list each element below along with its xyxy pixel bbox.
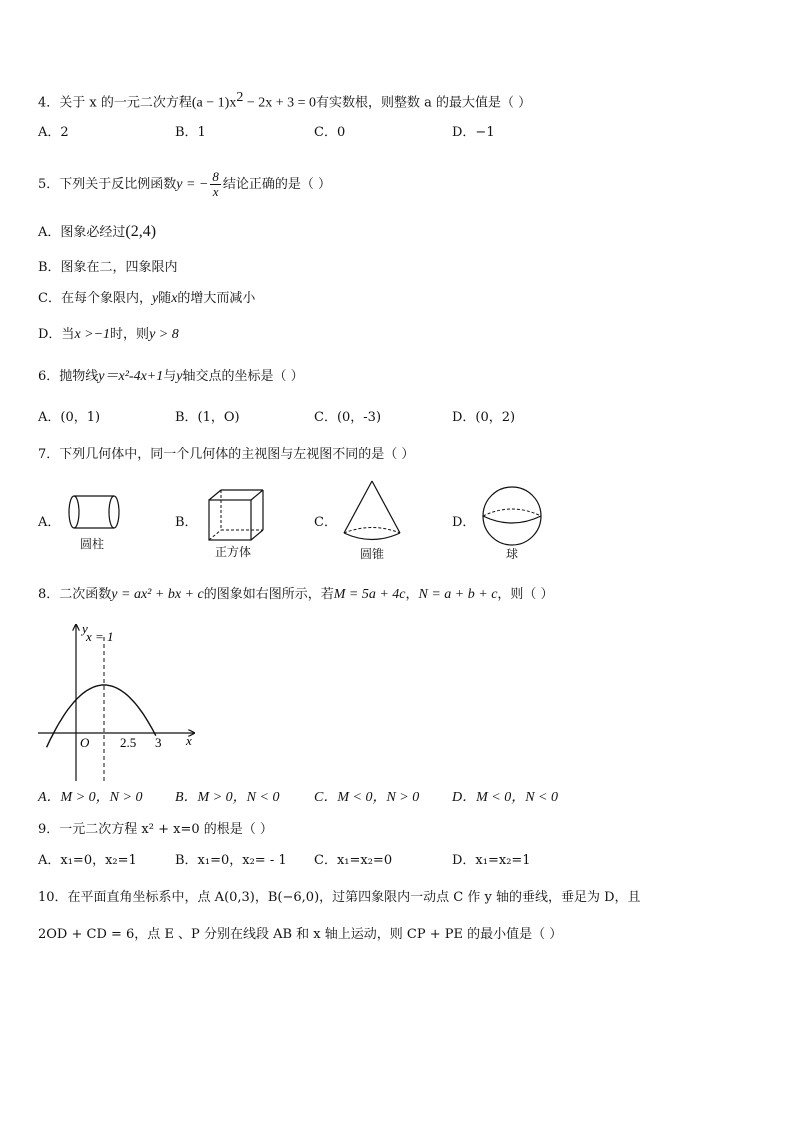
question-4 [38,88,531,113]
q4-equation-sup: 2 [236,90,244,105]
q6-option-b[interactable]: B．(1，O) [175,410,240,425]
q8-option-a[interactable]: A．M > 0，N > 0 [38,790,143,805]
q8-m-equation: M = 5a + 4c [333,587,406,602]
question-9 [38,820,273,840]
q5-fraction-denominator: x [212,184,219,199]
q5-option-c-math: y [151,291,159,306]
q5-text: 下列关于反比例函数 [59,177,177,192]
q4-text-post: 有实数根，则整数 a 的最大值是（ ） [316,95,532,111]
q8-text-mid: 的图象如右图所示，若 [203,587,334,602]
parabola-graph [30,615,210,785]
x-axis-label: x [186,733,192,748]
tick-label-2-5: 2.5 [120,735,137,750]
q7-option-a-letter[interactable]: A． [38,515,61,530]
q5-option-d[interactable] [38,325,179,345]
q9-option-b[interactable]: B．x₁=0，x₂= - 1 [175,853,287,868]
q8-option-d[interactable]: D．M < 0，N < 0 [452,790,559,805]
q6-option-d[interactable]: D．(0，2) [452,410,516,425]
q5-number: 5． [38,177,60,192]
q5-option-c-text1: 随 [158,291,172,306]
q7-option-a-name: 圆柱 [79,537,104,551]
question-6 [38,367,304,387]
q4-number: 4． [38,95,60,111]
q5-option-d-label: D．当 [38,327,75,342]
sphere-icon [480,484,544,548]
q9-option-c[interactable]: C．x₁=x₂=0 [314,853,393,868]
q4-option-d[interactable]: D．−1 [452,125,495,140]
y-axis-label: y [82,621,88,636]
cylinder-icon [66,490,122,534]
q8-n-equation: N = a + b + c [418,587,498,602]
q6-text-mid: 与 [163,369,177,384]
q8-separator: ， [405,587,419,602]
q8-text: 二次函数 [59,587,112,602]
q8-equation: y = ax² + bx + c [111,587,204,602]
q5-option-c-math2: x [171,291,178,306]
q6-option-c[interactable]: C．(0，-3) [314,410,382,425]
q5-option-d-math: x >−1 [74,327,111,342]
q7-option-b-name: 正方体 [214,545,251,559]
question-8 [38,585,554,605]
question-5 [38,170,331,199]
q5-fraction-numerator: 8 [212,169,219,184]
q4-option-c[interactable]: C．0 [314,125,346,140]
q5-option-a-math: (2,4) [125,223,157,240]
question-10-line-1: 10．在平面直角坐标系中，点 A(0,3)，B(−6,0)，过第四象限内一动点 C 作 y 轴的垂线，垂足为 D，且 [38,890,641,905]
tick-label-3: 3 [155,735,162,750]
q8-option-c[interactable]: C．M < 0，N > 0 [314,790,420,805]
q5-option-d-text1: 时，则 [110,327,150,342]
q8-option-b[interactable]: B．M > 0，N < 0 [175,790,280,805]
q6-number: 6． [38,369,60,384]
q6-equation: y＝x²-4x+1 [98,369,164,384]
q5-option-a[interactable] [38,222,156,243]
q8-number: 8． [38,587,60,602]
q5-option-a-label: A．图象必经过 [38,225,126,240]
question-10-line-2: 2OD + CD = 6，点 E 、P 分别在线段 AB 和 x 轴上运动，则 CP + PE 的最小值是（ ） [38,927,563,942]
q9-option-a[interactable]: A．x₁=0，x₂=1 [38,853,137,868]
q7-option-d-letter[interactable]: D． [452,515,476,530]
q8-text-post: ，则（ ） [497,587,554,602]
origin-label: O [80,735,90,750]
question-7 [38,445,414,465]
q5-option-c-label: C．在每个象限内， [38,291,152,306]
q6-axis: y [176,369,183,384]
q9-number: 9． [38,822,60,837]
q7-option-b-letter[interactable]: B． [175,515,198,530]
q4-option-a[interactable]: A．2 [38,125,69,140]
q4-equation-a: (a − 1)x [191,95,237,111]
q6-text-post: 轴交点的坐标是（ ） [182,369,304,384]
q6-option-a[interactable]: A．(0，1) [38,410,101,425]
q6-text: 抛物线 [59,369,99,384]
q5-option-c-text2: 的增大而减小 [177,291,256,306]
q9-text: 一元二次方程 x² + x=0 的根是（ ） [59,822,273,837]
q4-equation-rest: − 2x + 3 = 0 [243,95,317,111]
q5-option-b[interactable]: B．图象在二，四象限内 [38,260,178,275]
q7-text: 下列几何体中，同一个几何体的主视图与左视图不同的是（ ） [59,447,415,462]
cube-icon [205,488,269,544]
q7-option-c-letter[interactable]: C． [314,515,337,530]
q5-function-lhs: y = − [176,177,209,192]
q7-option-c-name: 圆锥 [359,547,384,561]
cone-icon [340,478,404,548]
q7-number: 7． [38,447,60,462]
q5-option-c[interactable] [38,289,255,309]
q7-option-d-name: 球 [505,547,518,561]
q5-option-d-math2: y > 8 [149,327,179,342]
q5-text-post: 结论正确的是（ ） [222,177,332,192]
symmetry-axis-label: x = 1 [86,629,114,644]
q4-text: 关于 x 的一元二次方程 [59,95,192,111]
q4-option-b[interactable]: B．1 [175,125,206,140]
q9-option-d[interactable]: D．x₁=x₂=1 [452,853,531,868]
parabola-curve [47,685,156,747]
q5-fraction [210,170,221,199]
